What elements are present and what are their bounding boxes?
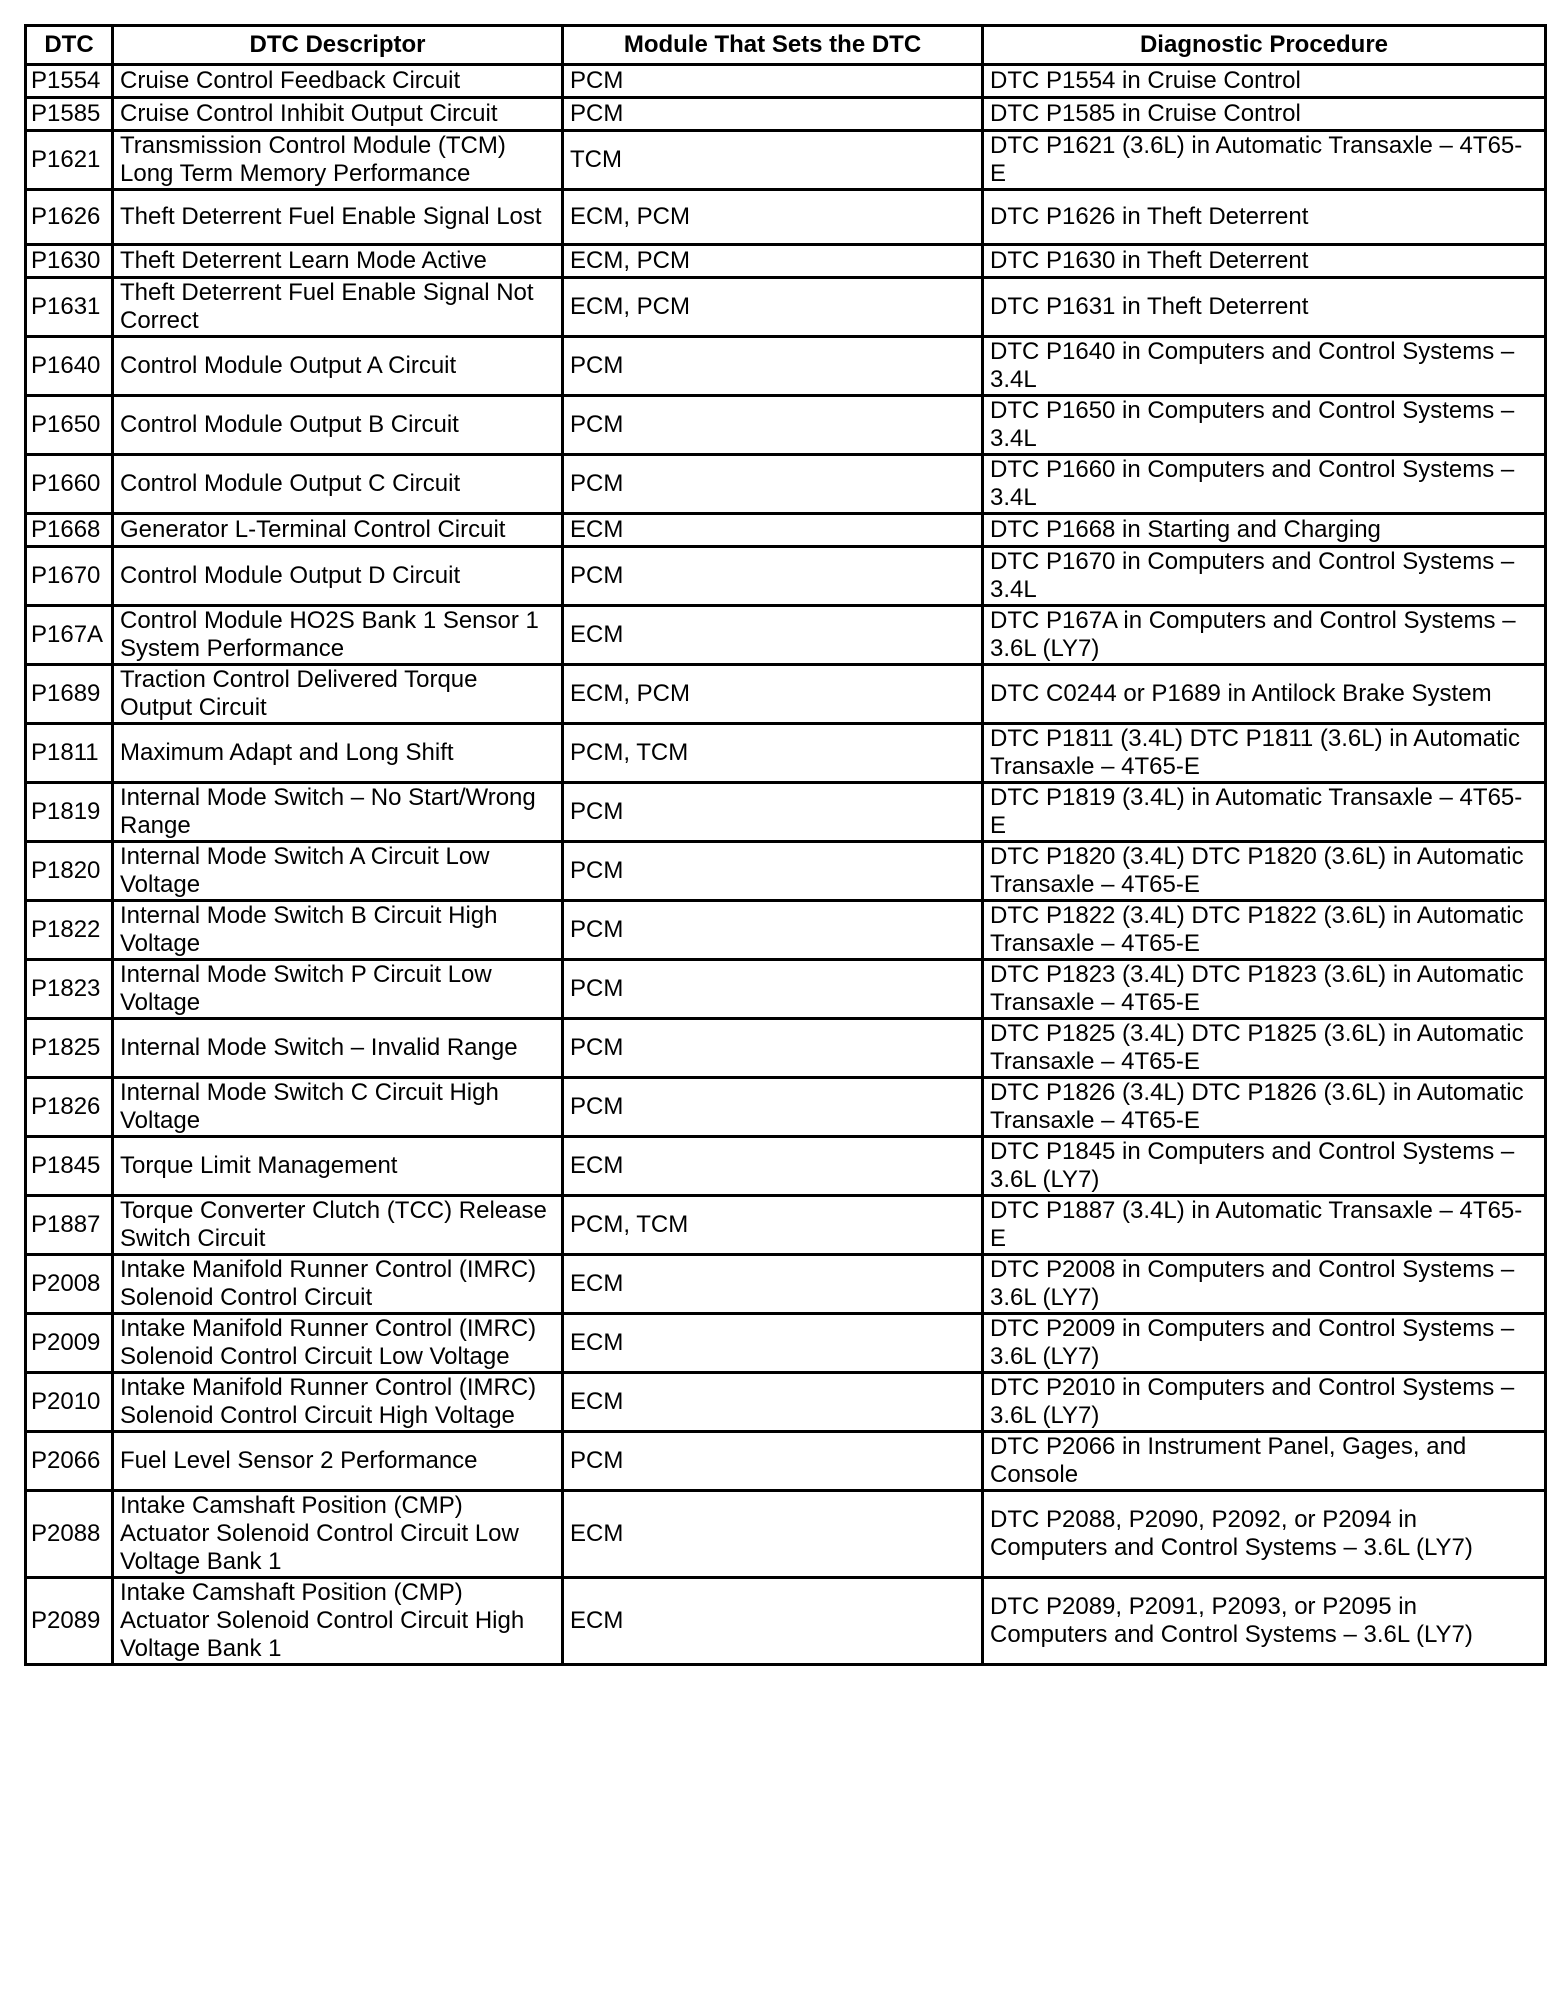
cell-module: ECM xyxy=(563,514,983,547)
cell-descriptor: Internal Mode Switch A Circuit Low Voltage xyxy=(113,842,563,901)
cell-descriptor: Internal Mode Switch C Circuit High Voltage xyxy=(113,1078,563,1137)
cell-descriptor: Control Module HO2S Bank 1 Sensor 1 System Performance xyxy=(113,606,563,665)
cell-module: ECM, PCM xyxy=(563,665,983,724)
header-descriptor: DTC Descriptor xyxy=(113,26,563,65)
cell-dtc: P2066 xyxy=(26,1432,113,1491)
cell-module: ECM xyxy=(563,1578,983,1665)
cell-procedure: DTC P1826 (3.4L) DTC P1826 (3.6L) in Automatic Transaxle – 4T65-E xyxy=(983,1078,1546,1137)
dtc-table xyxy=(24,24,1547,1666)
cell-procedure: DTC P1845 in Computers and Control Systems – 3.6L (LY7) xyxy=(983,1137,1546,1196)
cell-procedure: DTC P1621 (3.6L) in Automatic Transaxle – 4T65-E xyxy=(983,131,1546,190)
cell-procedure: DTC P1585 in Cruise Control xyxy=(983,98,1546,131)
table-row xyxy=(26,606,1546,665)
table-row xyxy=(26,396,1546,455)
cell-procedure: DTC P1819 (3.4L) in Automatic Transaxle – 4T65-E xyxy=(983,783,1546,842)
table-row xyxy=(26,547,1546,606)
table-row xyxy=(26,724,1546,783)
cell-module: TCM xyxy=(563,131,983,190)
cell-procedure: DTC P2066 in Instrument Panel, Gages, and Console xyxy=(983,1432,1546,1491)
table-row xyxy=(26,455,1546,514)
cell-module: ECM, PCM xyxy=(563,245,983,278)
cell-module: PCM, TCM xyxy=(563,1196,983,1255)
table-row xyxy=(26,65,1546,98)
cell-descriptor: Cruise Control Feedback Circuit xyxy=(113,65,563,98)
table-row xyxy=(26,960,1546,1019)
cell-procedure: DTC P2088, P2090, P2092, or P2094 in Computers and Control Systems – 3.6L (LY7) xyxy=(983,1491,1546,1578)
cell-descriptor: Control Module Output C Circuit xyxy=(113,455,563,514)
cell-descriptor: Intake Manifold Runner Control (IMRC) Solenoid Control Circuit xyxy=(113,1255,563,1314)
cell-module: ECM xyxy=(563,606,983,665)
cell-dtc: P1630 xyxy=(26,245,113,278)
table-row xyxy=(26,1137,1546,1196)
table-row xyxy=(26,1019,1546,1078)
cell-dtc: P1825 xyxy=(26,1019,113,1078)
table-row xyxy=(26,783,1546,842)
table-row xyxy=(26,1491,1546,1578)
cell-module: PCM, TCM xyxy=(563,724,983,783)
cell-descriptor: Transmission Control Module (TCM) Long Term Memory Performance xyxy=(113,131,563,190)
cell-procedure: DTC P1823 (3.4L) DTC P1823 (3.6L) in Automatic Transaxle – 4T65-E xyxy=(983,960,1546,1019)
cell-procedure: DTC P1554 in Cruise Control xyxy=(983,65,1546,98)
header-dtc: DTC xyxy=(26,26,113,65)
cell-dtc: P2009 xyxy=(26,1314,113,1373)
table-row xyxy=(26,1578,1546,1665)
table-row xyxy=(26,1255,1546,1314)
table-row xyxy=(26,337,1546,396)
cell-dtc: P1668 xyxy=(26,514,113,547)
header-module: Module That Sets the DTC xyxy=(563,26,983,65)
table-row xyxy=(26,245,1546,278)
cell-procedure: DTC P1811 (3.4L) DTC P1811 (3.6L) in Automatic Transaxle – 4T65-E xyxy=(983,724,1546,783)
table-row xyxy=(26,131,1546,190)
cell-procedure: DTC C0244 or P1689 in Antilock Brake System xyxy=(983,665,1546,724)
cell-dtc: P1819 xyxy=(26,783,113,842)
cell-descriptor: Generator L-Terminal Control Circuit xyxy=(113,514,563,547)
table-header xyxy=(26,26,1546,65)
cell-dtc: P1631 xyxy=(26,278,113,337)
cell-module: ECM, PCM xyxy=(563,190,983,245)
table-row xyxy=(26,278,1546,337)
table-body xyxy=(26,65,1546,1665)
cell-dtc: P1811 xyxy=(26,724,113,783)
cell-procedure: DTC P1825 (3.4L) DTC P1825 (3.6L) in Automatic Transaxle – 4T65-E xyxy=(983,1019,1546,1078)
cell-procedure: DTC P167A in Computers and Control Systems – 3.6L (LY7) xyxy=(983,606,1546,665)
cell-procedure: DTC P2010 in Computers and Control Systems – 3.6L (LY7) xyxy=(983,1373,1546,1432)
cell-module: PCM xyxy=(563,337,983,396)
cell-descriptor: Torque Limit Management xyxy=(113,1137,563,1196)
cell-descriptor: Fuel Level Sensor 2 Performance xyxy=(113,1432,563,1491)
cell-module: PCM xyxy=(563,396,983,455)
table-row xyxy=(26,514,1546,547)
cell-procedure: DTC P1820 (3.4L) DTC P1820 (3.6L) in Automatic Transaxle – 4T65-E xyxy=(983,842,1546,901)
table-row xyxy=(26,842,1546,901)
cell-procedure: DTC P1640 in Computers and Control Systems – 3.4L xyxy=(983,337,1546,396)
cell-descriptor: Theft Deterrent Learn Mode Active xyxy=(113,245,563,278)
cell-module: PCM xyxy=(563,1019,983,1078)
cell-module: ECM xyxy=(563,1255,983,1314)
cell-dtc: P1845 xyxy=(26,1137,113,1196)
cell-module: PCM xyxy=(563,455,983,514)
cell-dtc: P1554 xyxy=(26,65,113,98)
cell-descriptor: Internal Mode Switch – Invalid Range xyxy=(113,1019,563,1078)
cell-descriptor: Control Module Output B Circuit xyxy=(113,396,563,455)
cell-module: PCM xyxy=(563,783,983,842)
cell-descriptor: Torque Converter Clutch (TCC) Release Switch Circuit xyxy=(113,1196,563,1255)
cell-module: PCM xyxy=(563,65,983,98)
table-row xyxy=(26,1432,1546,1491)
cell-dtc: P1640 xyxy=(26,337,113,396)
table-row xyxy=(26,1196,1546,1255)
table-row xyxy=(26,665,1546,724)
header-procedure: Diagnostic Procedure xyxy=(983,26,1546,65)
cell-procedure: DTC P1630 in Theft Deterrent xyxy=(983,245,1546,278)
cell-procedure: DTC P1822 (3.4L) DTC P1822 (3.6L) in Automatic Transaxle – 4T65-E xyxy=(983,901,1546,960)
table-row xyxy=(26,901,1546,960)
cell-dtc: P1660 xyxy=(26,455,113,514)
cell-descriptor: Maximum Adapt and Long Shift xyxy=(113,724,563,783)
cell-dtc: P1826 xyxy=(26,1078,113,1137)
table-row xyxy=(26,1314,1546,1373)
cell-procedure: DTC P1626 in Theft Deterrent xyxy=(983,190,1546,245)
cell-procedure: DTC P2008 in Computers and Control Systems – 3.6L (LY7) xyxy=(983,1255,1546,1314)
cell-descriptor: Intake Manifold Runner Control (IMRC) Solenoid Control Circuit High Voltage xyxy=(113,1373,563,1432)
cell-procedure: DTC P1650 in Computers and Control Systems – 3.4L xyxy=(983,396,1546,455)
cell-dtc: P1820 xyxy=(26,842,113,901)
cell-procedure: DTC P2009 in Computers and Control Systems – 3.6L (LY7) xyxy=(983,1314,1546,1373)
cell-descriptor: Theft Deterrent Fuel Enable Signal Lost xyxy=(113,190,563,245)
cell-module: ECM xyxy=(563,1314,983,1373)
cell-descriptor: Intake Camshaft Position (CMP) Actuator Solenoid Control Circuit High Voltage Bank 1 xyxy=(113,1578,563,1665)
cell-procedure: DTC P1660 in Computers and Control Systems – 3.4L xyxy=(983,455,1546,514)
cell-module: ECM xyxy=(563,1137,983,1196)
cell-dtc: P167A xyxy=(26,606,113,665)
cell-descriptor: Internal Mode Switch B Circuit High Voltage xyxy=(113,901,563,960)
cell-procedure: DTC P1670 in Computers and Control Systems – 3.4L xyxy=(983,547,1546,606)
cell-dtc: P1585 xyxy=(26,98,113,131)
cell-dtc: P2010 xyxy=(26,1373,113,1432)
cell-descriptor: Theft Deterrent Fuel Enable Signal Not Correct xyxy=(113,278,563,337)
cell-module: PCM xyxy=(563,1078,983,1137)
cell-descriptor: Internal Mode Switch P Circuit Low Voltage xyxy=(113,960,563,1019)
cell-dtc: P1621 xyxy=(26,131,113,190)
cell-descriptor: Internal Mode Switch – No Start/Wrong Range xyxy=(113,783,563,842)
cell-dtc: P1670 xyxy=(26,547,113,606)
table-row xyxy=(26,98,1546,131)
cell-dtc: P1650 xyxy=(26,396,113,455)
cell-module: PCM xyxy=(563,960,983,1019)
cell-procedure: DTC P1668 in Starting and Charging xyxy=(983,514,1546,547)
cell-dtc: P2088 xyxy=(26,1491,113,1578)
cell-module: PCM xyxy=(563,842,983,901)
cell-module: ECM xyxy=(563,1373,983,1432)
cell-descriptor: Intake Camshaft Position (CMP) Actuator Solenoid Control Circuit Low Voltage Bank 1 xyxy=(113,1491,563,1578)
cell-dtc: P1626 xyxy=(26,190,113,245)
table-row xyxy=(26,1373,1546,1432)
cell-descriptor: Control Module Output A Circuit xyxy=(113,337,563,396)
cell-dtc: P2008 xyxy=(26,1255,113,1314)
header-row xyxy=(26,26,1546,65)
cell-descriptor: Traction Control Delivered Torque Output Circuit xyxy=(113,665,563,724)
cell-module: PCM xyxy=(563,98,983,131)
table-row xyxy=(26,1078,1546,1137)
cell-dtc: P1822 xyxy=(26,901,113,960)
cell-dtc: P1689 xyxy=(26,665,113,724)
cell-module: PCM xyxy=(563,901,983,960)
cell-descriptor: Cruise Control Inhibit Output Circuit xyxy=(113,98,563,131)
cell-module: ECM, PCM xyxy=(563,278,983,337)
cell-procedure: DTC P2089, P2091, P2093, or P2095 in Computers and Control Systems – 3.6L (LY7) xyxy=(983,1578,1546,1665)
cell-module: PCM xyxy=(563,547,983,606)
table-row xyxy=(26,190,1546,245)
cell-dtc: P2089 xyxy=(26,1578,113,1665)
cell-descriptor: Intake Manifold Runner Control (IMRC) Solenoid Control Circuit Low Voltage xyxy=(113,1314,563,1373)
cell-procedure: DTC P1887 (3.4L) in Automatic Transaxle – 4T65-E xyxy=(983,1196,1546,1255)
cell-dtc: P1887 xyxy=(26,1196,113,1255)
cell-module: PCM xyxy=(563,1432,983,1491)
cell-module: ECM xyxy=(563,1491,983,1578)
cell-procedure: DTC P1631 in Theft Deterrent xyxy=(983,278,1546,337)
cell-dtc: P1823 xyxy=(26,960,113,1019)
cell-descriptor: Control Module Output D Circuit xyxy=(113,547,563,606)
